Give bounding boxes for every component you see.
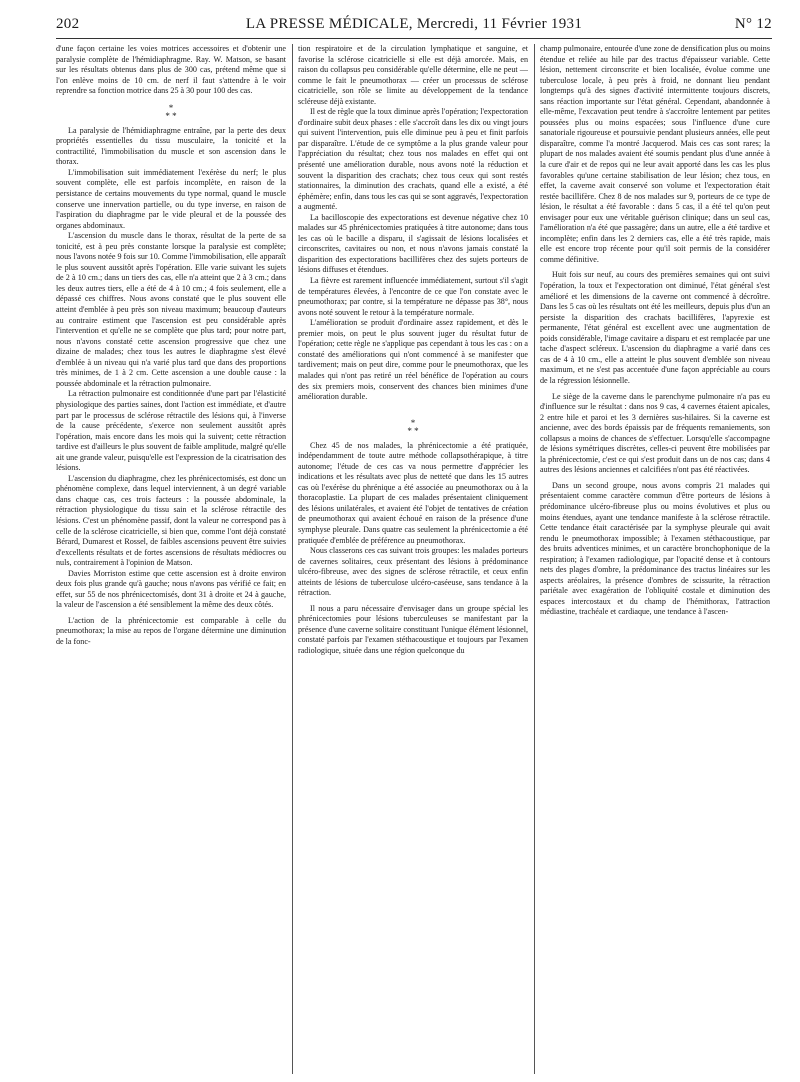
article-body: [56, 44, 776, 1074]
paragraph: Il nous a paru nécessaire d'envisager dans un groupe spécial les phrénicectomies pour lésions tuberculeuses se manifestant par la présence d'une caverne solitaire constituant l'unique élément lésionnel, constaté parfois par l'examen stéthacoustique et toujours par l'examen radiologique, située dans une région quelconque du: [298, 603, 528, 655]
paragraph: Davies Morriston estime que cette ascension est à droite environ deux fois plus grande qu'à gauche; nous n'avons pas vérifié ce fait; en effet, sur 55 de nos phrénicectomisés, dont 31 à droite et 24 à gauche, la valeur de l'ascension a été sensiblement la même des deux côtés.: [56, 568, 286, 610]
issue-number: N° 12: [734, 16, 772, 32]
column-left: [56, 44, 286, 1074]
paragraph: Dans un second groupe, nous avons compris 21 malades qui présentaient comme caractère commun d'être porteurs de lésions à prédominance ulcéro-fibreuse plus ou moins évolutives et plus ou moins étendues, ayant une tendance manifeste à la sclérose rétractile. Cette tendance était caractérisée par la symphyse pleurale qui avait rendu le pneumothorax impossible; à l'examen stéthacoustique, par des bruits adventices minimes, et un caractère bronchophonique de la respiration; à l'examen radiologique, par l'opacité dense et à contours nets des plages d'ombre, la prédominance des tractus linéaires sur les aspects aréolaires, la présence d'ombres de scissurite, la rétraction pariétale avec exagération de l'obliquité costale et diminution des espaces intercostaux et du champ de l'hémithorax, l'attraction médiastine, trachéale et cardiaque, une tendance à l'ascen-: [540, 480, 770, 617]
header-rule: [56, 38, 772, 39]
paragraph: Le siège de la caverne dans le parenchyme pulmonaire n'a pas eu d'influence sur le résultat : dans nos 9 cas, 4 cavernes étaient apicales, 2 entre hile et paroi et les 3 dernières sus-hilaires. Si la caverne est ancienne, avec des bords épaissis par de fréquents remaniements, son collapsus a moins de chances de s'effectuer. Lorsqu'elle s'accompagne de lésions symétriques discrètes, celles-ci peuvent être mobilisées par la phrénicectomie, c'est ce qui s'est produit dans un de nos cas; dans 4 autres des lésions anciennes et calcifiées n'ont pas été réactivées.: [540, 391, 770, 475]
paragraph: La bacilloscopie des expectorations est devenue négative chez 10 malades sur 45 phrénicectomies pratiquées à titre autonome; dans tous les cas où le bacille a disparu, il s'agissait de lésions localisées et circonscrites, cavitaires ou non, et nous n'avons jamais constaté la disparition des expectorations bacillifères chez des sujets porteurs de lésions diffuses et étendues.: [298, 212, 528, 275]
page-number: 202: [56, 16, 80, 32]
paragraph: Chez 45 de nos malades, la phrénicectomie a été pratiquée, indépendamment de toute autre méthode collapsothérapique, à titre autonome; l'étude de ces cas va nous permettre d'apprécier les indications et les résultats avec plus de netteté que dans les 15 autres cas où l'exérèse du phrénique a été associée au pneumothorax ou à la thoracoplastie. La plupart de ces malades présentaient cliniquement des lésions unilatérales, et avaient été l'objet de tentatives de création de pneumothorax qui avaient échoué en raison de la présence d'une symphyse pleurale. Dans quatre cas seulement la phrénicectomie a été pratiquée d'emblée de préférence au pneumothorax.: [298, 440, 528, 545]
paragraph: L'action de la phrénicectomie est comparable à celle du pneumothorax; la mise au repos de l'organe détermine une diminution de la fonc-: [56, 615, 286, 646]
paragraph: Il est de règle que la toux diminue après l'opération; l'expectoration d'ordinaire subit deux phases : elle s'accroît dans les dix ou vingt jours qui suivent l'intervention, puis elle diminue peu à peu et finit parfois par disparaître. L'étude de ce symptôme a la plus grande valeur pour l'appréciation du résultat; chez tous nos malades en effet qui ont présenté une amélioration durable, nous avons noté la réduction et souvent la disparition des crachats; chez tous ceux qui sont restés stationnaires, la diminution des crachats, quand elle a existé, a été éphémère; enfin, dans tous les cas qui se sont aggravés, l'expectoration a augmenté.: [298, 107, 528, 212]
paragraph: champ pulmonaire, entourée d'une zone de densification plus ou moins étendue et reliée au hile par des tractus d'épaisseur variable. Cette lésion, nettement circonscrite et bien localisée, évolue comme une tuberculose locale, à peu près à froid, ne donnant lieu pendant longtemps qu'à des signes d'activité intermittente toujours discrets, sans réaction importante sur l'état général. Cependant, abandonnée à elle-même, l'excavation peut tendre à s'accroître lentement par petites poussées plus ou moins espacées; sous l'influence d'une cure sanatoriale rigoureuse et poursuivie pendant plusieurs années, elle peut disparaître, comme l'a montré Jacquerod. Mais ces cas sont rares; la plupart de nos malades avaient été soumis pendant plus d'une année à la cure d'air et de repos qui ne leur avait apporté dans les cas les plus favorables qu'une certaine stabilisation de leur lésion; chez tous, en effet, la caverne avait conservé son volume et l'expectoration était restée bacillifère. Chez 8 de nos malades sur 9, porteurs de ce type de lésion, le résultat a été favorable : dans 5 cas, il a été tel qu'on peut envisager pour eux une véritable guérison clinique; dans un seul cas, l'amélioration n'a été que passagère; dans un autre, elle a été tardive et incomplète; enfin dans les 2 derniers cas, elle a été très rapide, mais elle est encore trop récente pour qu'il soit permis de la considérer comme définitive.: [540, 44, 770, 264]
paragraph: Huit fois sur neuf, au cours des premières semaines qui ont suivi l'opération, la toux et l'expectoration ont diminué, l'état général s'est amélioré et les dimensions de la caverne ont commencé à décroître. Dans les 5 cas où les résultats ont été les meilleurs, depuis plus d'un an persiste la disparition des crachats bacillifères, l'apyrexie est permanente, l'état général est excellent avec une augmentation de poids considérable, l'image cavitaire a disparu et est remplacée par une tache d'aspect scléreux. L'ascension du diaphragme a varié dans ces cas de 4 à 10 cm., elle a atteint le plus souvent d'emblée son niveau maximum, et ne s'est pas accentuée d'une façon appréciable au cours de la régression lésionnelle.: [540, 270, 770, 385]
paragraph: L'amélioration se produit d'ordinaire assez rapidement, et dès le premier mois, on peut le plus souvent juger du résultat futur de l'opération; cette règle ne s'applique pas cependant à tous les cas : on a constaté des améliorations qui n'ont commencé à se manifester que tardivement; mais on peut dire, comme pour le pneumothorax, que les malades qui n'ont pas retiré un réel bénéfice de l'opération au cours des six premiers mois, conservent des chances bien minimes d'une amélioration durable.: [298, 318, 528, 402]
journal-title: LA PRESSE MÉDICALE, Mercredi, 11 Février 1931: [245, 16, 583, 32]
paragraph: L'immobilisation suit immédiatement l'exérèse du nerf; le plus souvent complète, elle est parfois incomplète, en raison de la persistance de certains mouvements du type normal, quand le muscle conserve une innervation partielle, ou du type inverse, en raison de l'aspiration du diaphragme par le vide pleural et de la poussée des organes abdominaux.: [56, 167, 286, 230]
section-ornament: * * *: [407, 417, 419, 436]
paragraph: L'ascension du diaphragme, chez les phrénicectomisés, est donc un phénomène complexe, dans lequel interviennent, à un degré variable dans chaque cas, ces trois facteurs : la poussée abdominale, la rétraction physiologique du tissu sain et la sclérose rétractile des lésions. C'est un phénomène passif, dont la valeur ne correspond pas à celle de la sclérose cicatricielle, si bien que, comme l'ont déjà constaté Bérard, Dumarest et Rossel, de faibles ascensions peuvent être suivies d'excellents résultats et de fortes ascensions de résultats médiocres ou nuls, contrairement à l'opinion de Matson.: [56, 473, 286, 568]
paragraph: La paralysie de l'hémidiaphragme entraîne, par la perte des deux propriétés essentielles du tissu musculaire, la tonicité et la contractilité, l'immobilisation du muscle et son ascension dans le thorax.: [56, 125, 286, 167]
paragraph: La rétraction pulmonaire est conditionnée d'une part par l'élasticité physiologique des parties saines, dont l'action est immédiate, et d'autre part par le processus de sclérose rétractile des lésions qui, à l'inverse de la cause précédente, s'exerce non seulement aussitôt après l'opération, mais encore dans les mois qui la suivent; cette rétraction tardive est d'ailleurs le plus souvent de faible amplitude, malgré qu'elle ait une grande valeur, puisqu'elle est l'expression de la cicatrisation des lésions.: [56, 389, 286, 473]
paragraph: Nous classerons ces cas suivant trois groupes: les malades porteurs de cavernes solitaires, ceux présentant des lésions à prédominance ulcéro-fibreuse, avec des signes de sclérose rétractile, et ceux enfin atteints de lésions de tuberculose ulcéro-caséeuse, sans tendance à la rétraction.: [298, 546, 528, 598]
paragraph: tion respiratoire et de la circulation lymphatique et sanguine, et favorise la sclérose cicatricielle si elle est déjà amorcée. Mais, en raison du collapsus peu considérable qu'elle détermine, elle ne peut — comme le fait le pneumothorax — créer un processus de sclérose cicatricielle, son rôle se limite au développement de la tendance scléreuse déjà existante.: [298, 44, 528, 106]
column-divider: [292, 44, 293, 1074]
paragraph: L'ascension du muscle dans le thorax, résultat de la perte de sa tonicité, est à peu près constante lorsque la paralysie est complète; nous l'avons notée 9 fois sur 10. Comme l'immobilisation, elle apparaît le plus souvent aussitôt après l'opération. Elle varie suivant les sujets de 2 à 10 cm.; dans un tiers des cas, elle n'a atteint que 2 à 3 cm.; dans les deux autres tiers, elle a été de 4 à 10 cm.; 4 fois seulement, elle a dépassé ces chiffres. Nous avons constaté que le plus souvent elle atteint d'emblée à peu près son niveau maximum; beaucoup d'auteurs au contraire estiment que l'ascension est peu considérable après l'intervention et qu'elle ne se complète que plus tard; pour notre part, nous n'avons constaté cette ascension progressive que chez une dizaine de malades; chez tous les autres le diaphragme s'est élevé d'emblée à un niveau qui n'a varié plus tard que dans des proportions très minimes, de 1 à 2 cm. Cette ascension a une double cause : la poussée abdominale et la rétraction pulmonaire.: [56, 231, 286, 388]
section-ornament: * * *: [165, 102, 177, 121]
column-right: [540, 44, 770, 1074]
page-header: [56, 16, 772, 36]
column-divider: [534, 44, 535, 1074]
paragraph: d'une façon certaine les voies motrices accessoires et d'obtenir une paralysie complète de l'hémidiaphragme. Ray. W. Matson, se basant sur les résultats obtenus dans plus de 300 cas, prétend même que si l'on enlève moins de 10 cm. de nerf il faut s'attendre à le voir reprendre sa fonction motrice dans 25 à 30 pour 100 des cas.: [56, 44, 286, 96]
paragraph: La fièvre est rarement influencée immédiatement, surtout s'il s'agit de températures élevées, à l'encontre de ce que l'on constate avec le pneumothorax; par contre, si la température ne dépasse pas 38°, nous avons noté souvent le retour à la température normale.: [298, 276, 528, 317]
column-middle: [298, 44, 528, 1074]
